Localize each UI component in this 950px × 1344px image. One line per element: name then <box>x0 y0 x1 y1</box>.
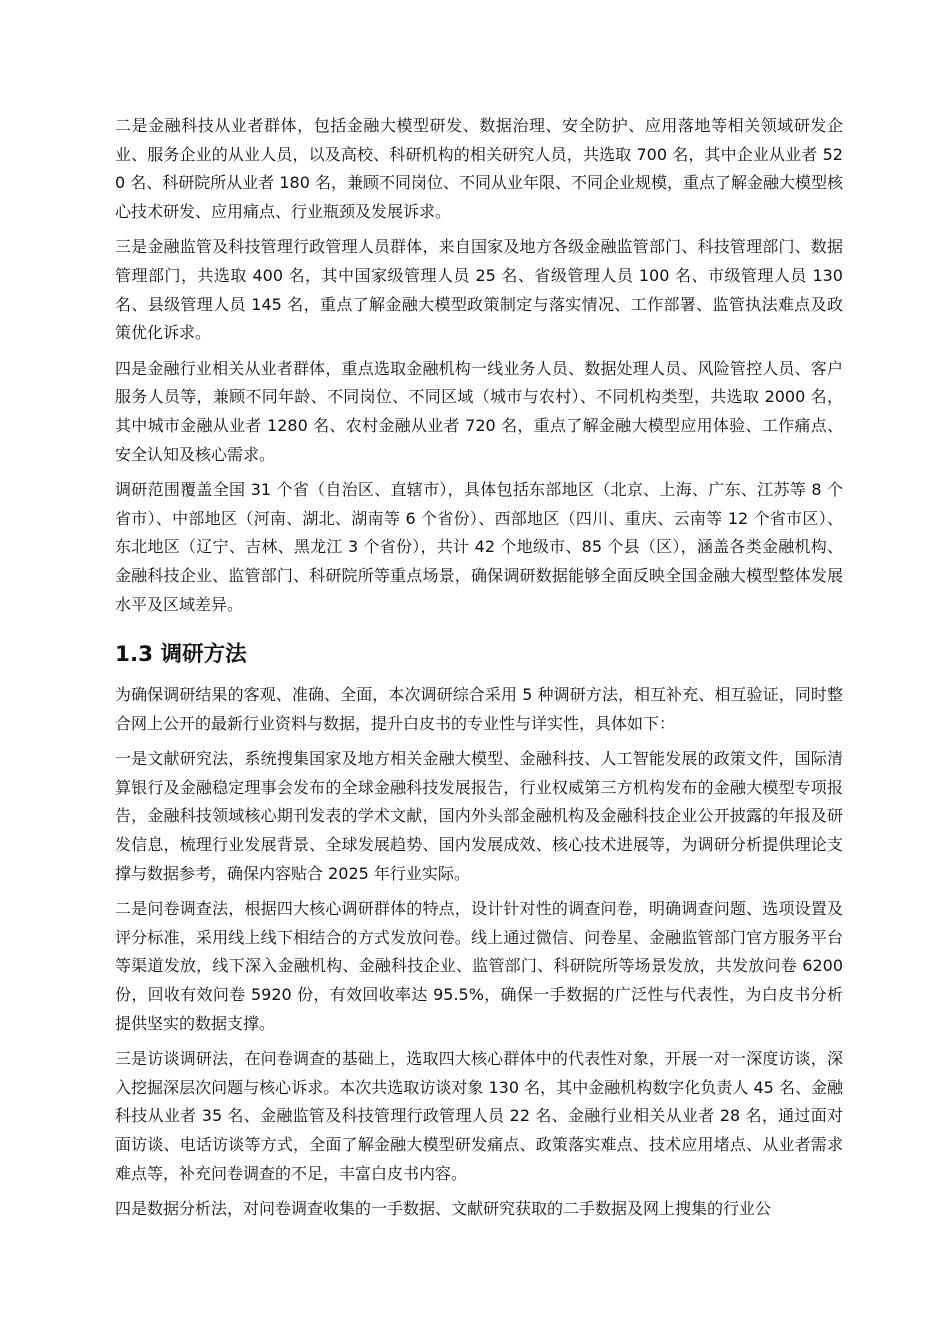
section-heading: 1.3 调研方法 <box>115 642 247 668</box>
paragraph-survey-scope: 调研范围覆盖全国 31 个省（自治区、直辖市），具体包括东部地区（北京、上海、广东、江苏等 8 个省市）、中部地区（河南、湖北、湖南等 6 个省份）、西部地区（四川、重庆、云南等 12 个省市区）、东北地区（辽宁、吉林、黑龙江 3 个省份），共计 42 个地级市、85 个县（区），涵盖各类金融机构、金融科技企业、监管部门、科研院所等重点场景，确保调研数据能够全面反映全国金融大模型整体发展水平及区域差异。 <box>115 480 843 614</box>
paragraph-methods-intro: 为确保调研结果的客观、准确、全面，本次调研综合采用 5 种调研方法，相互补充、相互验证，同时整合网上公开的最新行业资料与数据，提升白皮书的专业性与详实性，具体如下： <box>115 685 843 733</box>
document-page <box>115 112 843 1231</box>
paragraph-questionnaire-method: 二是问卷调查法，根据四大核心调研群体的特点，设计针对性的调查问卷，明确调查问题、选项设置及评分标准，采用线上线下相结合的方式发放问卷。线上通过微信、问卷星、金融监管部门官方服务平台等渠道发放，线下深入金融机构、金融科技企业、监管部门、科研院所等场景发放，共发放问卷 6200 份，回收有效问卷 5920 份，有效回收率达 95.5%，确保一手数据的广泛性与代表性，为白皮书分析提供坚实的数据支撑。 <box>115 899 843 1033</box>
paragraph-interview-method: 三是访谈调研法，在问卷调查的基础上，选取四大核心群体中的代表性对象，开展一对一深度访谈，深入挖掘深层次问题与核心诉求。本次共选取访谈对象 130 名，其中金融机构数字化负责人 45 名、金融科技从业者 35 名、金融监管及科技管理行政管理人员 22 名、金融行业相关从业者 28 名，通过面对面访谈、电话访谈等方式，全面了解金融大模型研发痛点、政策落实难点、技术应用堵点、从业者需求难点等，补充问卷调查的不足，丰富白皮书内容。 <box>115 1049 843 1183</box>
paragraph-fintech-practitioners: 二是金融科技从业者群体，包括金融大模型研发、数据治理、安全防护、应用落地等相关领域研发企业、服务企业的从业人员，以及高校、科研机构的相关研究人员，共选取 700 名，其中企业从业者 520 名、科研院所从业者 180 名，兼顾不同岗位、不同从业年限、不同企业规模，重点了解金融大模型核心技术研发、应用痛点、行业瓶颈及发展诉求。 <box>115 116 843 221</box>
paragraph-industry-practitioners: 四是金融行业相关从业者群体，重点选取金融机构一线业务人员、数据处理人员、风险管控人员、客户服务人员等，兼顾不同年龄、不同岗位、不同区域（城市与农村）、不同机构类型，共选取 2000 名，其中城市金融从业者 1280 名、农村金融从业者 720 名，重点了解金融大模型应用体验、工作痛点、安全认知及核心需求。 <box>115 358 843 464</box>
paragraph-literature-method: 一是文献研究法，系统搜集国家及地方相关金融大模型、金融科技、人工智能发展的政策文件，国际清算银行及金融稳定理事会发布的全球金融科技发展报告，行业权威第三方机构发布的金融大模型专项报告，金融科技领域核心期刊发表的学术文献，国内外头部金融机构及金融科技企业公开披露的年报及研发信息，梳理行业发展背景、全球发展趋势、国内发展成效、核心技术进展等，为调研分析提供理论支撑与数据参考，确保内容贴合 2025 年行业实际。 <box>115 749 843 883</box>
paragraph-regulators: 三是金融监管及科技管理行政管理人员群体，来自国家及地方各级金融监管部门、科技管理部门、数据管理部门，共选取 400 名，其中国家级管理人员 25 名、省级管理人员 100 名、市级管理人员 130 名、县级管理人员 145 名，重点了解金融大模型政策制定与落实情况、工作部署、监管执法难点及政策优化诉求。 <box>115 237 843 343</box>
paragraph-data-analysis-method: 四是数据分析法，对问卷调查收集的一手数据、文献研究获取的二手数据及网上搜集的行业公 <box>115 1199 772 1219</box>
